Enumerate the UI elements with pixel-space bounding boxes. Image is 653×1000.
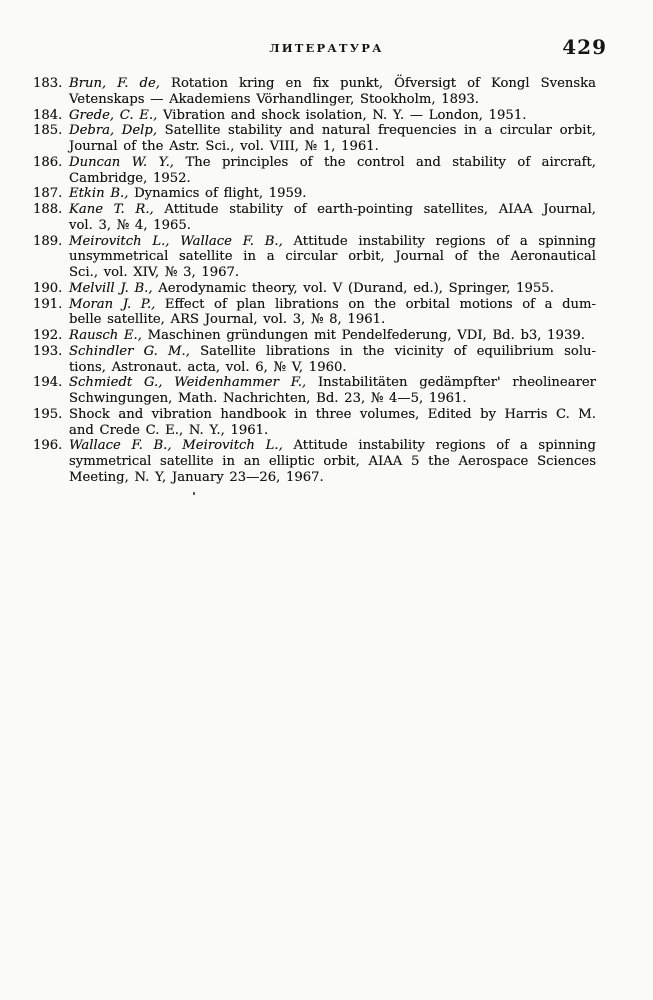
reference-text: The principles of the control and stability of aircraft, — [185, 154, 596, 170]
reference-line — [33, 406, 596, 423]
reference-number: 183. — [33, 76, 63, 91]
reference-text: Satellite stability and natural frequencies in a circular orbit, — [164, 123, 596, 139]
reference-line — [33, 328, 596, 344]
reference-text: Shock and vibration handbook in three volumes, Edited by Harris C. M. — [69, 406, 596, 422]
reference-line — [33, 186, 596, 202]
reference-number: 186. — [33, 154, 63, 170]
reference-authors: Kane T. R., — [69, 202, 154, 217]
reference-text: Aerodynamic theory, vol. V (Durand, ed.), Springer, 1955. — [158, 280, 554, 296]
reference-item — [33, 407, 596, 439]
reference-text: Dynamics of flight, 1959. — [134, 186, 307, 202]
reference-line — [33, 438, 596, 454]
reference-authors: Grede, C. E., — [69, 107, 158, 123]
reference-line — [33, 107, 596, 124]
reference-text: Instabilitäten gedämpfter' rheolinearer — [317, 375, 596, 391]
reference-number: 193. — [33, 343, 63, 359]
reference-line: vol. 3, № 4, 1965. — [69, 217, 191, 233]
running-head-title: ЛИТЕРАТУРА — [269, 41, 384, 55]
reference-authors: Schindler G. M., — [69, 343, 190, 359]
reference-text: Effect of plan librations on the orbital motions of a dum- — [164, 296, 596, 312]
reference-number: 189. — [33, 233, 63, 249]
reference-number: 192. — [33, 328, 63, 343]
reference-item — [33, 281, 596, 297]
reference-number: 195. — [33, 406, 63, 422]
reference-line — [33, 233, 596, 250]
reference-line — [33, 202, 596, 218]
reference-line: symmetrical satellite in an elliptic orbit, AIAA 5 the Aerospace Sciences — [69, 454, 596, 469]
reference-authors: Melvill J. B., — [69, 280, 153, 296]
reference-line — [33, 343, 596, 360]
reference-number: 196. — [33, 438, 63, 454]
reference-authors: Moran J. P., — [69, 296, 156, 312]
reference-item — [33, 344, 596, 376]
reference-text: Satellite librations in the vicinity of equilibrium solu- — [200, 343, 596, 359]
reference-authors: Duncan W. Y., — [69, 154, 174, 170]
reference-text: Attitude instability regions of a spinning — [293, 233, 596, 249]
reference-item — [33, 186, 596, 202]
reference-line: unsymmetrical satellite in a circular orbit, Journal of the Aeronautical — [69, 249, 596, 265]
reference-line: and Crede C. E., N. Y., 1961. — [69, 422, 269, 438]
reference-line: Sci., vol. XIV, № 3, 1967. — [69, 265, 240, 280]
reference-line — [33, 296, 596, 313]
reference-number: 191. — [33, 296, 63, 312]
reference-line: Meeting, N. Y, January 23—26, 1967. — [69, 469, 324, 485]
reference-line — [33, 154, 596, 171]
reference-number: 184. — [33, 107, 63, 123]
reference-item — [33, 438, 596, 485]
reference-item — [33, 76, 596, 108]
reference-authors: Wallace F. B., Meirovitch L., — [69, 438, 283, 454]
reference-authors: Debra, Delp, — [69, 123, 158, 139]
reference-item — [33, 297, 596, 329]
reference-line: belle satellite, ARS Journal, vol. 3, № 8, 1961. — [69, 312, 386, 328]
reference-authors: Meirovitch L., Wallace F. B., — [69, 233, 283, 249]
reference-authors: Schmiedt G., Weidenhammer F., — [69, 375, 307, 391]
reference-number: 194. — [33, 375, 63, 391]
reference-line: Vetenskaps — Akademiens Vörhandlinger, Stookholm, 1893. — [69, 91, 479, 107]
reference-text: Vibration and shock isolation, N. Y. — London, 1951. — [163, 107, 527, 123]
reference-text: Maschinen gründungen mit Pendelfederung, VDI, Bd. b3, 1939. — [147, 328, 585, 343]
scan-speck-artifact — [193, 492, 195, 495]
reference-item — [33, 328, 596, 344]
reference-text: Attitude instability regions of a spinning — [293, 438, 596, 454]
page-number: 429 — [562, 35, 607, 59]
reference-text: Attitude stability of earth-pointing satellites, AIAA Journal, — [164, 202, 596, 217]
reference-number: 190. — [33, 280, 63, 296]
reference-line: tions, Astronaut. acta, vol. 6, № V, 1960. — [69, 359, 347, 375]
reference-text: Rotation kring en fix punkt, Öfversigt of Kongl Svenska — [171, 76, 596, 91]
reference-number: 187. — [33, 186, 63, 202]
reference-item — [33, 123, 596, 155]
reference-line: Cambridge, 1952. — [69, 170, 191, 186]
references-list — [33, 76, 596, 486]
reference-item — [33, 234, 596, 281]
reference-authors: Brun, F. de, — [69, 76, 160, 91]
reference-line: Journal of the Astr. Sci., vol. VIII, № 1, 1961. — [69, 139, 379, 154]
reference-authors: Etkin B., — [69, 186, 129, 202]
reference-line — [33, 76, 596, 92]
reference-item — [33, 108, 596, 124]
reference-line: Schwingungen, Math. Nachrichten, Bd. 23, № 4—5, 1961. — [69, 391, 467, 406]
reference-number: 188. — [33, 202, 63, 217]
reference-line — [33, 375, 596, 391]
reference-authors: Rausch E., — [69, 328, 142, 343]
reference-item — [33, 375, 596, 407]
reference-item — [33, 202, 596, 234]
reference-line — [33, 280, 596, 297]
reference-number: 185. — [33, 123, 63, 139]
reference-line — [33, 123, 596, 139]
reference-item — [33, 155, 596, 187]
